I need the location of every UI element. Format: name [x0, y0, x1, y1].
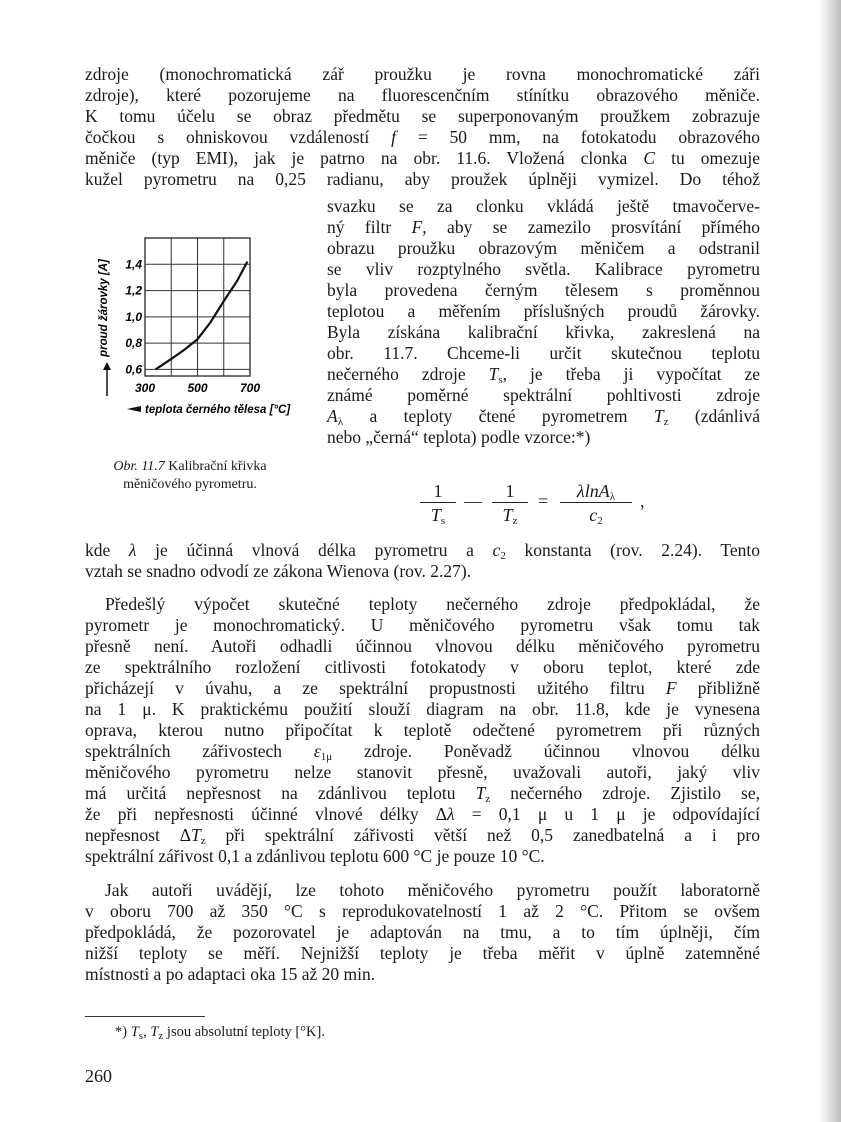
equals-sign: = — [538, 491, 549, 511]
text-line: svazku se za clonku vkládá ještě tmavočerve- — [327, 196, 760, 216]
page-number: 260 — [85, 1066, 112, 1086]
page-edge-shadow — [819, 0, 841, 1122]
text-line: kde λ je účinná vlnová délka pyrometru a $c_2$ konstanta (rov. 2.24). Tento — [85, 540, 760, 562]
math-variable: f — [391, 127, 396, 147]
text-line: se vliv rozptylného světla. Kalibrace pyrometru — [327, 259, 760, 279]
x-tick-label: 700 — [239, 381, 261, 395]
text-line: nebo „černá“ teplota) podle vzorce:*) — [327, 427, 591, 447]
paragraph-formula-explanation — [85, 540, 760, 582]
minus-sign: — — [464, 491, 482, 511]
text-line: ný filtr F, aby se zamezilo prosvítání přímého — [327, 217, 760, 237]
figure-caption-text: Kalibrační křivka — [164, 459, 267, 474]
text-line: oprava, kterou nutno připočítat k teplotě odečtené pyrometrem při různých — [85, 720, 760, 740]
x-tick-label: 500 — [187, 381, 208, 395]
y-axis-label: proud žárovky [A] — [98, 259, 110, 357]
text-line: pyrometr je monochromatický. U měničového pyrometru však tomu tak — [85, 615, 760, 635]
paragraph-effective-wavelength — [85, 594, 760, 867]
text-line: zdroje), které pozorujeme na fluorescenčním stínítku obrazového měniče. — [85, 85, 760, 105]
footnote: *) $T_s$, $T_z$ jsou absolutní teploty [°K]. — [115, 1024, 325, 1042]
text-line: Byla získána kalibrační křivka, zakreslená na — [327, 322, 760, 342]
y-axis-arrowhead-icon — [103, 362, 111, 370]
text-line: vztah se snadno odvodí ze zákona Wienova (rov. 2.27). — [85, 561, 472, 581]
text-line: čočkou s ohniskovou vzdáleností f = 50 mm, na fotokatodu obrazového — [85, 127, 761, 147]
text-line: měničového pyrometru nelze stanovit přesně, uvažovali autoři, jaký vliv — [85, 762, 760, 782]
text-line: zdroje (monochromatická zář proužku je rovna monochromatické záři — [85, 64, 760, 84]
figure-caption — [75, 458, 305, 494]
text-line: v oboru 700 až 350 °C s reprodukovatelností 1 až 2 °C. Přitom se ovšem — [85, 901, 760, 921]
math-variable: T — [488, 364, 499, 384]
text-line: Jak autoři uvádějí, lze tohoto měničového pyrometru použít laboratorně — [105, 880, 760, 900]
math-variable: F — [411, 217, 423, 237]
formula — [420, 480, 660, 530]
paragraph-beside-figure — [327, 196, 760, 448]
y-tick-label: 0,8 — [125, 336, 142, 351]
numerator: 1 — [492, 480, 528, 503]
text-line: teplotou a měřením příslušných proudů žárovky. — [327, 301, 760, 321]
fraction-1 — [420, 480, 456, 527]
math-variable: C — [643, 148, 656, 168]
fraction-2 — [492, 480, 528, 527]
text-line: $A_\lambda$ a teploty čtené pyrometrem $T_z$ (zdánlivá — [327, 406, 761, 428]
text-line: obrazu proužku obrazovým měničem a odstranil — [327, 238, 760, 258]
math-variable: A — [327, 406, 338, 426]
formula-comma: , — [640, 491, 645, 511]
y-tick-label: 1,4 — [125, 257, 142, 272]
math-variable: T — [653, 406, 664, 426]
denominator: $T_s$ — [430, 505, 446, 527]
text-line: má určitá nepřesnost na zdánlivou teplotu $T_z$ nečerného zdroje. Zjistilo se, — [85, 783, 760, 805]
text-line: měniče (typ EMI), jak je patrno na obr. 11.6. Vložená clonka C tu omezuje — [85, 148, 761, 168]
y-tick-label: 1,2 — [125, 283, 142, 298]
text-line: nečerného zdroje $T_s$, je třeba ji vypočítat ze — [327, 364, 760, 386]
text-line: Předešlý výpočet skutečné teploty nečerného zdroje předpokládal, že — [105, 594, 760, 614]
paragraph-top — [85, 64, 760, 190]
text-line: spektrálních zářivostech $\varepsilon_{1\mu}$ zdroje. Poněvadž účinnou vlnovou délku — [85, 741, 760, 763]
figure-caption-line2: měničového pyrometru. — [123, 477, 257, 492]
calibration-curve — [156, 262, 248, 370]
y-tick-label: 1,0 — [125, 309, 142, 324]
text-line: že při nepřesnosti účinné vlnové délky Δλ = 0,1 μ u 1 μ je odpovídající — [85, 804, 760, 824]
text-line: na 1 μ. K praktickému použití slouží diagram na obr. 11.8, kde je vynesena — [85, 699, 760, 719]
math-variable: T — [475, 783, 486, 803]
text-line: kužel pyrometru na 0,25 radianu, aby proužek úplněji vymizel. Do téhož — [85, 169, 760, 189]
text-line: K tomu účelu se obraz předmětu se superponovaným proužkem zobrazuje — [85, 106, 760, 126]
text-line: přicházejí v úvahu, a ze spektrální propustnosti užitého filtru F přibližně — [85, 678, 760, 698]
math-variable: λ — [128, 540, 137, 560]
denominator: $c_2$ — [589, 505, 603, 527]
text-line: spektrální zářivost 0,1 a zdánlivou teplotu 600 °C je pouze 10 °C. — [85, 846, 545, 866]
denominator: $T_z$ — [502, 505, 518, 527]
text-line: byla provedena černým tělesem s proměnnou — [327, 280, 760, 300]
x-axis-arrow-icon — [127, 406, 141, 412]
math-variable: ε — [313, 741, 321, 761]
text-line: obr. 11.7. Chceme-li určit skutečnou teplotu — [327, 343, 760, 363]
text-line: nižší teploty se měří. Nejnižší teploty je třeba měřit v úplně zatemněné — [85, 943, 760, 963]
fraction-3 — [560, 480, 632, 527]
math-variable: λ — [447, 804, 455, 824]
text-line: místnosti a po adaptaci oka 15 až 20 min. — [85, 964, 376, 984]
math-variable: T — [191, 825, 201, 845]
y-tick-label: 0,6 — [125, 362, 142, 377]
math-variable: c — [492, 540, 501, 560]
x-tick-label: 300 — [134, 381, 156, 395]
paragraph-laboratory-use — [85, 880, 760, 985]
math-variable: F — [665, 678, 677, 698]
numerator: 1 — [420, 480, 456, 503]
text-line: předpokládá, že pozorovatel je adaptován na tmu, a to tím úplněji, čím — [85, 922, 760, 942]
text-line: nepřesnost $\Delta T_z$ při spektrální zářivosti větší než 0,5 zanedbatelná a i pro — [85, 825, 760, 847]
numerator: λlnA$_\lambda$ — [560, 480, 632, 503]
calibration-chart — [85, 228, 315, 428]
footnote-divider — [85, 1016, 205, 1017]
x-axis-label: teplota černého tělesa [°C] — [145, 404, 291, 416]
text-line: ze spektrálního rozložení citlivosti fotokatody v oboru teplot, které zde — [85, 657, 760, 677]
figure-caption-label: Obr. 11.7 — [113, 459, 165, 474]
text-line: přesně není. Autoři odhadli účinnou vlnovou délku měničového pyrometru — [85, 636, 760, 656]
text-line: známé poměrné spektrální pohltivosti zdroje — [327, 385, 760, 405]
